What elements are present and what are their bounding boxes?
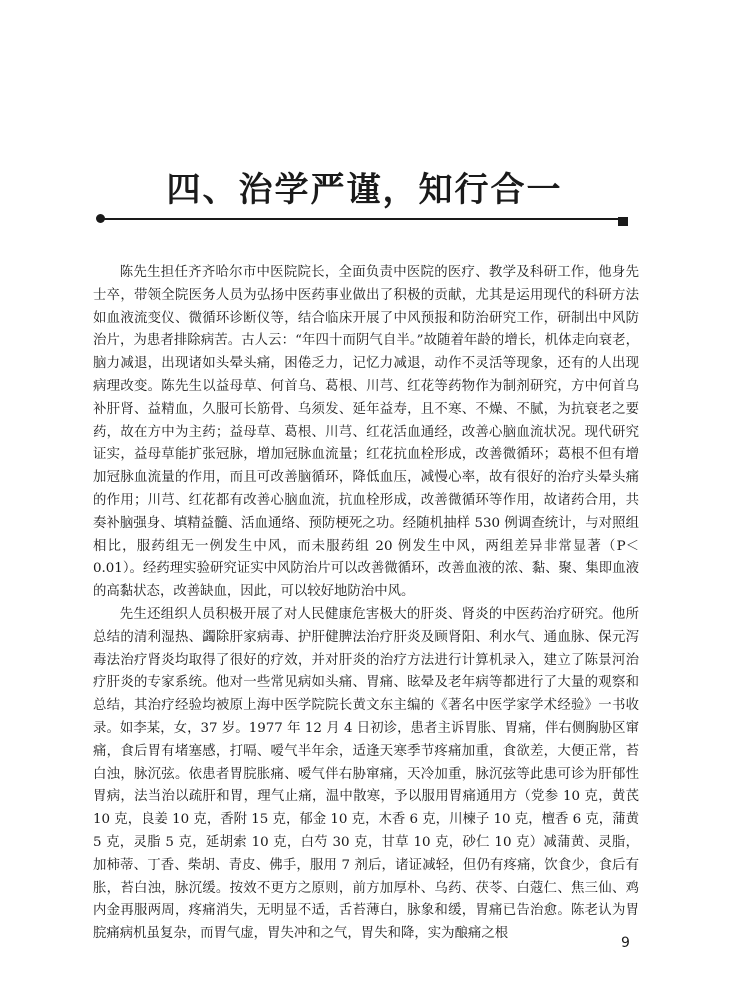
divider-line <box>100 218 622 220</box>
divider-dot-ornament <box>96 214 105 223</box>
chapter-title: 四、治学严谨，知行合一 <box>166 170 563 210</box>
page-number: 9 <box>621 935 630 951</box>
body-text <box>93 262 639 946</box>
title-divider <box>96 213 628 227</box>
paragraph: 先生还组织人员积极开展了对人民健康危害极大的肝炎、肾炎的中医药治疗研究。他所总结的清利湿热、蠲除肝家病毒、护肝健脾法治疗肝炎及顾肾阳、利水气、通血脉、保元泻毒法治疗肾炎均取得了很好的疗效，并对肝炎的治疗方法进行计算机录入，建立了陈景河治疗肝炎的专家系统。他对一些常见病如头痛、胃痛、眩晕及老年病等都进行了大量的观察和总结，其治疗经验均被原上海中医学院院长黄文东主编的《著名中医学家学术经验》一书收录。如李某，女，37 岁。1977 年 12 月 4 日初诊，患者主诉胃胀、胃痛，伴右侧胸胁区窜痛，食后胃有堵塞感，打嗝、嗳气半年余，适逢天寒季节疼痛加重，食欲差，大便正常，苔白浊，脉沉弦。依患者胃脘胀痛、嗳气伴右胁窜痛，天冷加重，脉沉弦等此患可诊为肝郁性胃病，法当治以疏肝和胃，理气止痛，温中散寒，予以服用胃痛通用方（党参 10 克，黄芪 10 克，良姜 10 克，香附 15 克，郁金 10 克，木香 6 克，川楝子 10 克，檀香 6 克，蒲黄 5 克，灵脂 5 克，延胡索 10 克，白芍 30 克，甘草 10 克，砂仁 10 克）减蒲黄、灵脂，加柿蒂、丁香、柴胡、青皮、佛手，服用 7 剂后，诸证减轻，但仍有疼痛，饮食少，食后有胀，苔白浊，脉沉缓。按效不更方之原则，前方加厚朴、乌药、茯苓、白蔻仁、焦三仙、鸡内金再服两周，疼痛消失，无明显不适，舌苔薄白，脉象和缓，胃痛已告治愈。陈老认为胃脘痛病机虽复杂，而胃气虚，胃失冲和之气，胃失和降，实为酿痛之根 <box>93 606 639 942</box>
divider-square-ornament <box>618 217 628 226</box>
paragraph: 陈先生担任齐齐哈尔市中医院院长，全面负责中医院的医疗、教学及科研工作，他身先士卒，带领全院医务人员为弘扬中医药事业做出了积极的贡献，尤其是运用现代的科研方法如血液流变仪、微循环诊断仪等，结合临床开展了中风预报和防治研究工作，研制出中风防治片，为患者排除病苦。古人云：“年四十而阴气自半。”故随着年龄的增长，机体走向衰老，脑力减退，出现诸如头晕头痛，困倦乏力，记忆力减退，动作不灵活等现象，还有的人出现病理改变。陈先生以益母草、何首乌、葛根、川芎、红花等药物作为制剂研究，方中何首乌补肝肾、益精血，久服可长筋骨、乌须发、延年益寿，且不寒、不燥、不腻，为抗衰老之要药，故在方中为主药；益母草、葛根、川芎、红花活血通经，改善心脑血流状况。现代研究证实，益母草能扩张冠脉，增加冠脉血流量；红花抗血栓形成，改善微循环；葛根不但有增加冠脉血流量的作用，而且可改善脑循环，降低血压，减慢心率，故有很好的治疗头晕头痛的作用；川芎、红花都有改善心脑血流，抗血栓形成，改善微循环等作用，故诸药合用，共奏补脑强身、填精益髓、活血通络、预防梗死之功。经随机抽样 530 例调查统计，与对照组相比，服药组无一例发生中风，而未服药组 20 例发生中风，两组差异非常显著（P＜0.01）。经药理实验研究证实中风防治片可以改善微循环，改善血液的浓、黏、聚、集即血液的高黏状态，改善缺血，因此，可以较好地防治中风。 <box>93 265 639 600</box>
